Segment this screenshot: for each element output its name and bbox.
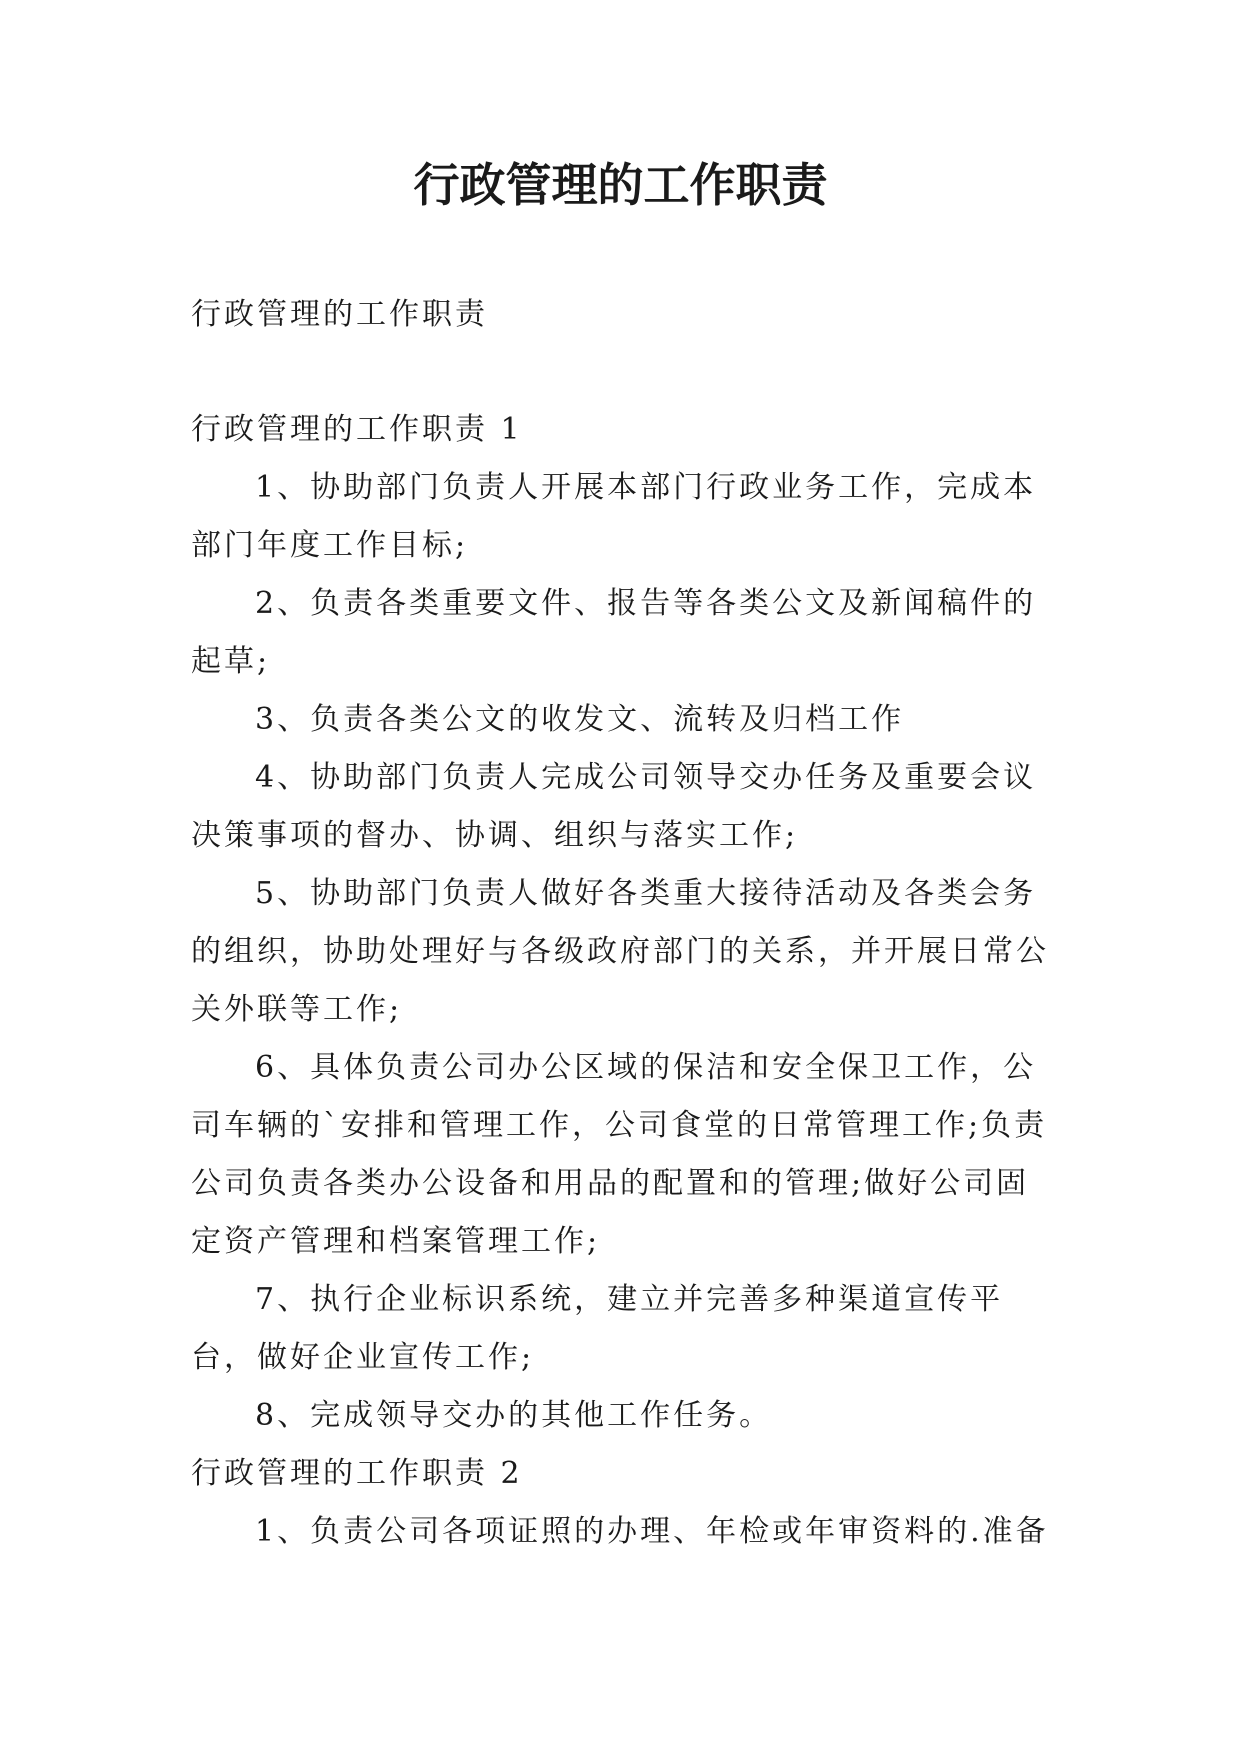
list-item: 3、负责各类公文的收发文、流转及归档工作: [255, 702, 905, 737]
section-1: [191, 401, 1051, 1445]
list-item: 2、负责各类重要文件、报告等各类公文及新闻稿件的起草;: [191, 586, 1037, 679]
document-subtitle: 行政管理的工作职责: [191, 297, 488, 332]
list-item: 7、执行企业标识系统，建立并完善多种渠道宣传平台，做好企业宣传工作;: [191, 1282, 1004, 1375]
list-item: 1、协助部门负责人开展本部门行政业务工作，完成本部门年度工作目标;: [191, 470, 1037, 563]
list-item: 5、协助部门负责人做好各类重大接待活动及各类会务的组织，协助处理好与各级政府部门的关系，并开展日常公关外联等工作;: [191, 876, 1049, 1027]
list-item: 1、负责公司各项证照的办理、年检或年审资料的.准备: [255, 1514, 1049, 1549]
document-title: 行政管理的工作职责: [413, 158, 828, 212]
document-body: [191, 286, 1051, 1561]
list-item: 4、协助部门负责人完成公司领导交办任务及重要会议决策事项的督办、协调、组织与落实工作;: [191, 760, 1037, 853]
list-item: 8、完成领导交办的其他工作任务。: [255, 1398, 773, 1433]
section-2: [191, 1445, 1051, 1561]
section-heading: 行政管理的工作职责 1: [191, 412, 523, 447]
list-item: 6、具体负责公司办公区域的保洁和安全保卫工作，公司车辆的`安排和管理工作，公司食堂的日常管理工作;负责公司负责各类办公设备和用品的配置和的管理;做好公司固定资产管理和档案管理工作;: [191, 1050, 1048, 1259]
section-heading: 行政管理的工作职责 2: [191, 1456, 523, 1491]
